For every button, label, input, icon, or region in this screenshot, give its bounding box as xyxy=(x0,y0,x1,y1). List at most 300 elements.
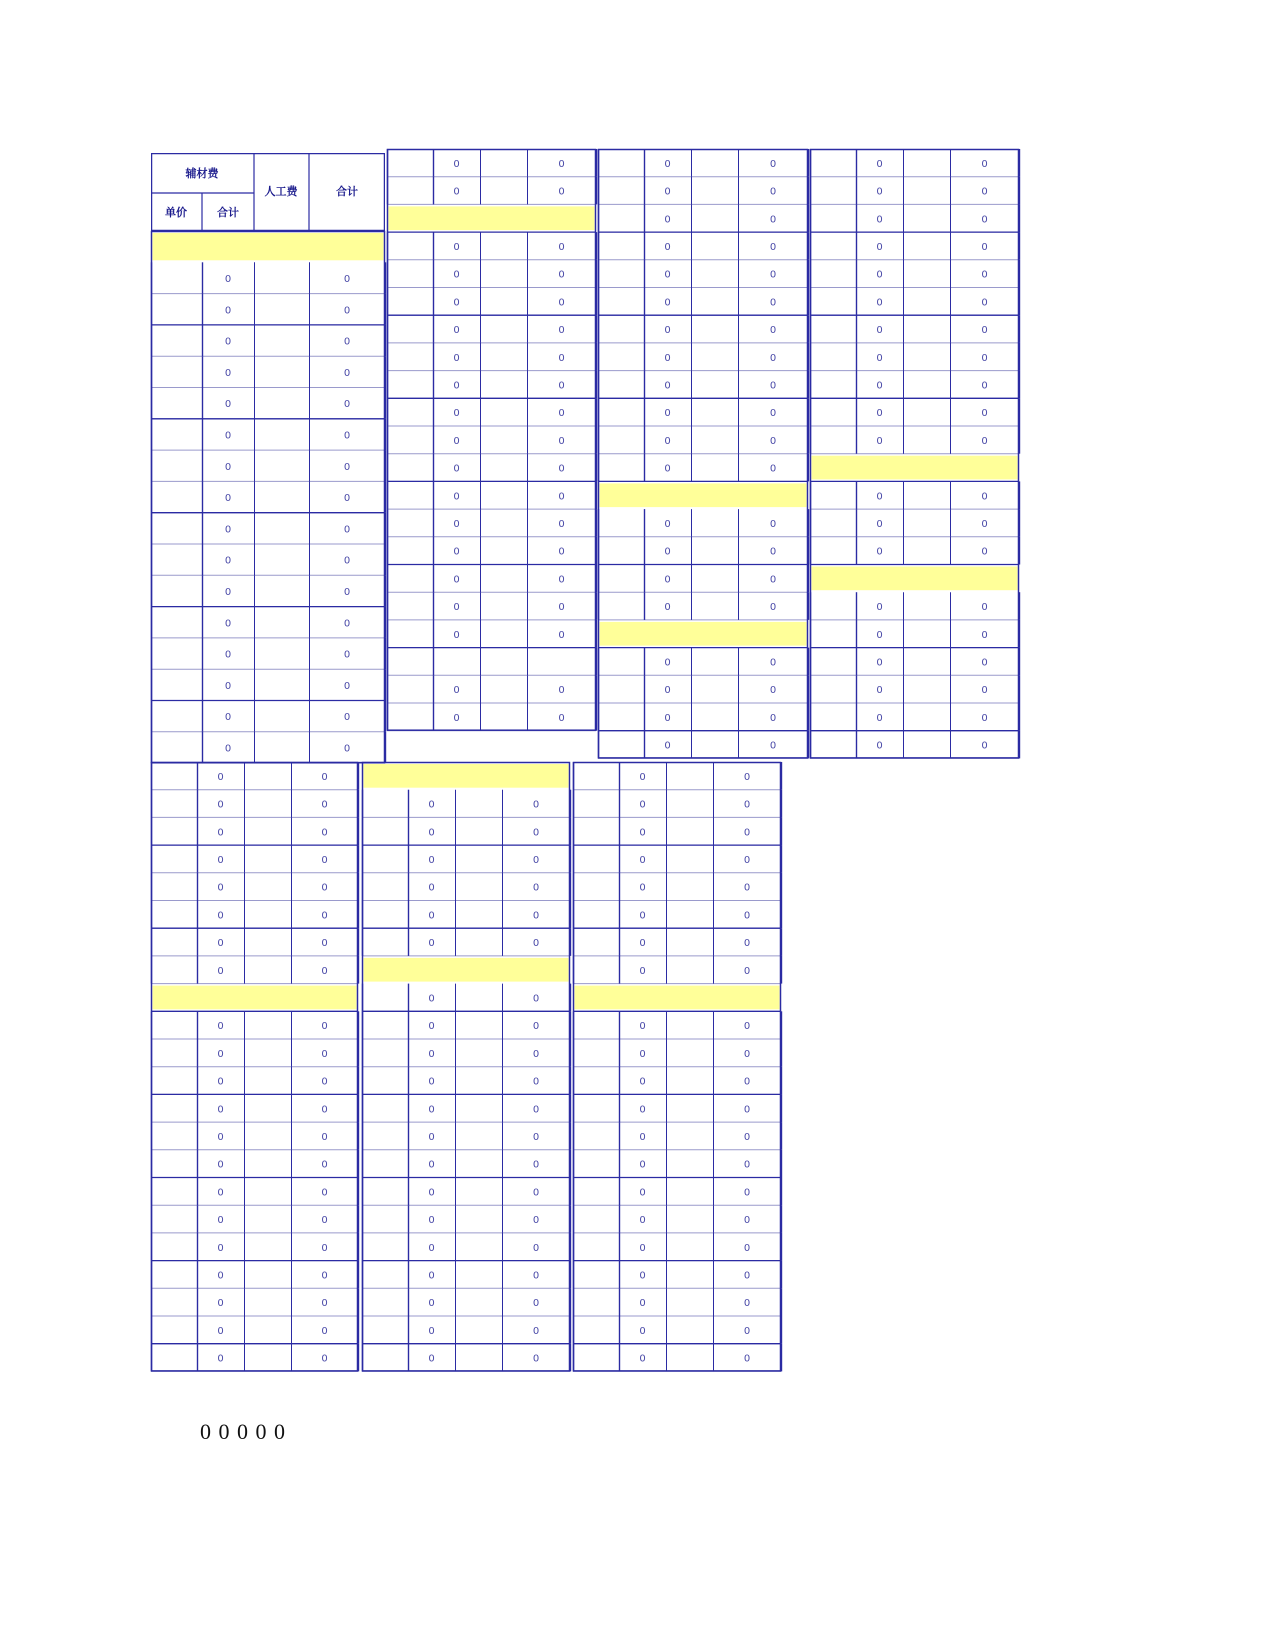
total-cell: 0 xyxy=(532,1021,540,1033)
total-cell: 0 xyxy=(769,574,777,586)
subtotal-cell: 0 xyxy=(664,712,671,724)
table-row xyxy=(151,901,359,929)
total-cell: 0 xyxy=(321,1048,328,1060)
subtotal-cell: 0 xyxy=(639,854,646,866)
subtotal-cell: 0 xyxy=(224,618,232,630)
subtotal-cell: 0 xyxy=(876,629,883,641)
table-row xyxy=(151,575,386,606)
table-row xyxy=(151,481,386,512)
table-row xyxy=(151,513,386,544)
subtotal-cell: 0 xyxy=(224,399,232,411)
table-row xyxy=(362,1178,571,1206)
total-cell: 0 xyxy=(558,518,565,530)
table-row xyxy=(151,762,359,790)
total-cell: 0 xyxy=(532,993,540,1005)
subtotal-cell: 0 xyxy=(639,1353,646,1365)
total-cell: 0 xyxy=(532,1215,540,1227)
table-row xyxy=(151,638,386,669)
subtotal-cell: 0 xyxy=(428,827,435,839)
total-cell: 0 xyxy=(321,910,328,922)
total-cell: 0 xyxy=(343,680,351,692)
total-cell: 0 xyxy=(321,1270,328,1282)
total-cell: 0 xyxy=(981,657,988,669)
subtotal-cell: 0 xyxy=(428,938,435,950)
total-cell: 0 xyxy=(981,380,988,392)
subtotal-cell: 0 xyxy=(664,408,671,420)
subtotal-cell: 0 xyxy=(217,1325,224,1337)
subtotal-cell: 0 xyxy=(639,1021,646,1033)
table-row xyxy=(810,509,1020,537)
total-cell: 0 xyxy=(321,854,328,866)
highlight-bar xyxy=(389,206,595,230)
table-row xyxy=(598,177,809,205)
subtotal-cell: 0 xyxy=(217,1298,224,1310)
table-row xyxy=(810,343,1020,371)
subtotal-cell: 0 xyxy=(664,241,671,253)
total-cell: 0 xyxy=(769,546,777,558)
total-cell: 0 xyxy=(321,771,328,783)
subtotal-cell: 0 xyxy=(876,297,883,309)
table-row xyxy=(598,398,809,426)
subtotal-cell: 0 xyxy=(428,1048,435,1060)
subtotal-cell: 0 xyxy=(876,325,883,337)
total-cell: 0 xyxy=(558,574,565,586)
table-panel-2 xyxy=(387,149,597,732)
subtotal-cell: 0 xyxy=(876,518,883,530)
table-row xyxy=(387,232,597,260)
subtotal-cell: 0 xyxy=(664,740,671,752)
subtotal-cell: 0 xyxy=(453,158,460,170)
table-row xyxy=(573,1261,782,1289)
table-row xyxy=(598,537,809,565)
table-grid xyxy=(362,762,571,1373)
subtotal-cell: 0 xyxy=(876,214,883,226)
table-row xyxy=(573,817,782,845)
subtotal-cell: 0 xyxy=(664,574,671,586)
table-row xyxy=(598,232,809,260)
subtotal-cell: 0 xyxy=(224,680,232,692)
subtotal-cell: 0 xyxy=(664,269,671,281)
subtotal-cell: 0 xyxy=(876,602,883,614)
table-row xyxy=(151,1344,359,1372)
section-highlight-row xyxy=(812,567,1018,591)
table-row xyxy=(387,315,597,343)
total-cell: 0 xyxy=(981,241,988,253)
table-row xyxy=(151,1094,359,1122)
subtotal-cell: 0 xyxy=(217,1242,224,1254)
total-cell: 0 xyxy=(532,1048,540,1060)
table-row xyxy=(810,177,1020,205)
table-row xyxy=(598,565,809,593)
subtotal-cell: 0 xyxy=(217,910,224,922)
subtotal-cell: 0 xyxy=(453,435,460,447)
table-row xyxy=(387,565,597,593)
table-row xyxy=(598,703,809,731)
table-row xyxy=(362,1094,571,1122)
table-row xyxy=(573,1178,782,1206)
table-row xyxy=(810,371,1020,399)
subtotal-cell: 0 xyxy=(217,882,224,894)
highlight-bar xyxy=(812,456,1018,480)
total-cell: 0 xyxy=(532,1159,540,1171)
total-cell: 0 xyxy=(743,1021,751,1033)
subtotal-cell: 0 xyxy=(217,771,224,783)
subtotal-cell: 0 xyxy=(639,771,646,783)
total-cell: 0 xyxy=(743,1353,751,1365)
total-cell: 0 xyxy=(321,1021,328,1033)
table-row xyxy=(387,177,597,205)
table-row xyxy=(151,1205,359,1233)
table-row xyxy=(151,419,386,450)
subtotal-cell: 0 xyxy=(217,854,224,866)
subtotal-cell: 0 xyxy=(664,214,671,226)
table-row xyxy=(573,1205,782,1233)
highlight-bar xyxy=(364,958,569,982)
table-row xyxy=(810,648,1020,676)
total-cell: 0 xyxy=(769,241,777,253)
subtotal-cell: 0 xyxy=(453,408,460,420)
total-cell: 0 xyxy=(981,352,988,364)
total-cell: 0 xyxy=(743,938,751,950)
subtotal-cell: 0 xyxy=(428,1021,435,1033)
total-cell: 0 xyxy=(769,380,777,392)
total-cell: 0 xyxy=(343,430,351,442)
table-row xyxy=(151,790,359,818)
total-cell: 0 xyxy=(532,1270,540,1282)
subtotal-cell: 0 xyxy=(224,524,232,536)
table-row xyxy=(810,620,1020,648)
total-cell: 0 xyxy=(343,336,351,348)
total-cell: 0 xyxy=(743,1298,751,1310)
section-highlight-row xyxy=(600,483,807,507)
total-cell: 0 xyxy=(769,325,777,337)
total-cell: 0 xyxy=(321,1104,328,1116)
total-cell: 0 xyxy=(343,524,351,536)
table-row xyxy=(573,1316,782,1344)
table-row xyxy=(573,1039,782,1067)
total-cell: 0 xyxy=(981,158,988,170)
subtotal-cell: 0 xyxy=(639,1270,646,1282)
subtotal-cell: 0 xyxy=(639,1104,646,1116)
total-cell: 0 xyxy=(769,602,777,614)
table-panel-3 xyxy=(598,149,809,760)
subtotal-cell: 0 xyxy=(453,269,460,281)
subtotal-cell: 0 xyxy=(453,712,460,724)
subtotal-cell: 0 xyxy=(664,685,671,697)
table-row xyxy=(362,1122,571,1150)
table-row xyxy=(387,398,597,426)
total-cell: 0 xyxy=(981,602,988,614)
subtotal-cell: 0 xyxy=(664,463,671,475)
table-row xyxy=(151,817,359,845)
table-row xyxy=(362,1261,571,1289)
table-panel-1 xyxy=(151,231,386,765)
highlight-bar xyxy=(153,233,384,260)
subtotal-cell: 0 xyxy=(639,1048,646,1060)
section-highlight-row xyxy=(153,233,384,260)
section-highlight-row xyxy=(389,206,595,230)
subtotal-cell: 0 xyxy=(639,1325,646,1337)
table-row xyxy=(362,1067,571,1095)
table-row xyxy=(151,701,386,732)
table-row xyxy=(362,1288,571,1316)
total-cell: 0 xyxy=(743,771,751,783)
total-cell: 0 xyxy=(981,297,988,309)
total-cell: 0 xyxy=(532,854,540,866)
total-cell: 0 xyxy=(532,1325,540,1337)
table-grid xyxy=(810,149,1020,760)
subtotal-cell: 0 xyxy=(428,1187,435,1199)
table-row xyxy=(598,731,809,759)
table-row xyxy=(387,149,597,177)
subtotal-cell: 0 xyxy=(876,158,883,170)
total-cell: 0 xyxy=(558,602,565,614)
total-cell: 0 xyxy=(743,1270,751,1282)
total-cell: 0 xyxy=(743,882,751,894)
subtotal-cell: 0 xyxy=(876,269,883,281)
subtotal-cell: 0 xyxy=(639,1242,646,1254)
table-row xyxy=(151,1233,359,1261)
subtotal-cell: 0 xyxy=(453,352,460,364)
subtotal-cell: 0 xyxy=(428,1353,435,1365)
total-cell: 0 xyxy=(558,491,565,503)
subtotal-cell: 0 xyxy=(217,1048,224,1060)
total-cell: 0 xyxy=(558,297,565,309)
total-cell: 0 xyxy=(558,685,565,697)
total-cell: 0 xyxy=(321,938,328,950)
highlight-bar xyxy=(812,567,1018,591)
table-row xyxy=(810,315,1020,343)
table-row xyxy=(151,1178,359,1206)
section-highlight-row xyxy=(600,622,807,646)
total-cell: 0 xyxy=(558,629,565,641)
subtotal-cell: 0 xyxy=(453,518,460,530)
total-cell: 0 xyxy=(343,743,351,755)
total-cell: 0 xyxy=(343,712,351,724)
subtotal-cell: 0 xyxy=(664,435,671,447)
total-cell: 0 xyxy=(769,685,777,697)
subtotal-cell: 0 xyxy=(224,461,232,473)
table-row xyxy=(151,325,386,356)
subtotal-cell: 0 xyxy=(453,241,460,253)
total-cell: 0 xyxy=(558,408,565,420)
subtotal-cell: 0 xyxy=(453,463,460,475)
table-row xyxy=(362,1011,571,1039)
subtotal-cell: 0 xyxy=(217,1353,224,1365)
table-row xyxy=(573,1150,782,1178)
subtotal-cell: 0 xyxy=(428,854,435,866)
table-row xyxy=(362,1233,571,1261)
table-row xyxy=(362,901,571,929)
subtotal-cell: 0 xyxy=(876,408,883,420)
total-cell: 0 xyxy=(321,1242,328,1254)
table-row xyxy=(810,260,1020,288)
subtotal-cell: 0 xyxy=(639,827,646,839)
table-row xyxy=(151,1288,359,1316)
subtotal-cell: 0 xyxy=(224,430,232,442)
total-cell: 0 xyxy=(321,827,328,839)
table-row xyxy=(573,873,782,901)
total-cell: 0 xyxy=(769,408,777,420)
total-cell: 0 xyxy=(321,1159,328,1171)
subtotal-cell: 0 xyxy=(428,910,435,922)
subtotal-cell: 0 xyxy=(224,305,232,317)
subtotal-cell: 0 xyxy=(217,827,224,839)
section-highlight-row xyxy=(364,764,569,788)
table-row xyxy=(598,675,809,703)
subtotal-cell: 0 xyxy=(876,352,883,364)
total-cell: 0 xyxy=(321,1353,328,1365)
table-row xyxy=(151,1122,359,1150)
table-panel-6 xyxy=(362,762,571,1373)
subtotal-cell: 0 xyxy=(639,938,646,950)
table-row xyxy=(387,675,597,703)
subtotal-cell: 0 xyxy=(428,882,435,894)
subtotal-cell: 0 xyxy=(453,297,460,309)
table-panel-5 xyxy=(151,762,359,1373)
total-cell: 0 xyxy=(558,186,565,198)
total-cell: 0 xyxy=(321,1325,328,1337)
total-cell: 0 xyxy=(321,1076,328,1088)
subtotal-cell: 0 xyxy=(639,1131,646,1143)
total-cell: 0 xyxy=(321,1187,328,1199)
total-cell: 0 xyxy=(343,493,351,505)
table-header xyxy=(151,153,385,231)
table-row xyxy=(598,288,809,316)
subtotal-cell: 0 xyxy=(639,1076,646,1088)
subtotal-cell: 0 xyxy=(664,546,671,558)
subtotal-cell: 0 xyxy=(876,712,883,724)
subtotal-cell: 0 xyxy=(453,186,460,198)
total-cell: 0 xyxy=(321,1298,328,1310)
table-row xyxy=(387,371,597,399)
total-cell: 0 xyxy=(343,273,351,285)
total-cell: 0 xyxy=(769,657,777,669)
table-row xyxy=(598,371,809,399)
subtotal-cell: 0 xyxy=(453,546,460,558)
subtotal-cell: 0 xyxy=(876,241,883,253)
subtotal-cell: 0 xyxy=(428,1131,435,1143)
subtotal-cell: 0 xyxy=(639,1187,646,1199)
total-cell: 0 xyxy=(343,461,351,473)
table-row xyxy=(573,1122,782,1150)
total-cell: 0 xyxy=(558,463,565,475)
section-highlight-row xyxy=(364,958,569,982)
total-cell: 0 xyxy=(532,1076,540,1088)
subtotal-cell: 0 xyxy=(639,965,646,977)
total-cell: 0 xyxy=(743,854,751,866)
total-cell: 0 xyxy=(321,1131,328,1143)
subtotal-cell: 0 xyxy=(224,743,232,755)
table-row xyxy=(810,592,1020,620)
table-row xyxy=(598,509,809,537)
table-row xyxy=(598,648,809,676)
table-row xyxy=(362,845,571,873)
subtotal-cell: 0 xyxy=(876,740,883,752)
subtotal-cell: 0 xyxy=(224,273,232,285)
total-cell: 0 xyxy=(981,325,988,337)
total-cell: 0 xyxy=(743,1159,751,1171)
table-row xyxy=(151,1261,359,1289)
table-row xyxy=(573,956,782,984)
table-row xyxy=(151,607,386,638)
total-cell: 0 xyxy=(343,586,351,598)
table-row xyxy=(810,537,1020,565)
total-cell: 0 xyxy=(743,1048,751,1060)
table-row xyxy=(573,901,782,929)
table-row xyxy=(598,426,809,454)
subtotal-cell: 0 xyxy=(428,1215,435,1227)
total-cell: 0 xyxy=(558,546,565,558)
total-cell: 0 xyxy=(981,435,988,447)
total-cell: 0 xyxy=(321,799,328,811)
table-row xyxy=(810,232,1020,260)
table-row xyxy=(573,762,782,790)
subtotal-cell: 0 xyxy=(217,799,224,811)
total-cell: 0 xyxy=(532,1242,540,1254)
subtotal-cell: 0 xyxy=(428,1159,435,1171)
subtotal-cell: 0 xyxy=(217,1270,224,1282)
table-row xyxy=(810,149,1020,177)
subtotal-cell: 0 xyxy=(453,629,460,641)
total-cell: 0 xyxy=(769,186,777,198)
subtotal-cell: 0 xyxy=(664,325,671,337)
total-cell: 0 xyxy=(743,1242,751,1254)
total-cell: 0 xyxy=(981,491,988,503)
total-cell: 0 xyxy=(558,435,565,447)
table-row xyxy=(598,315,809,343)
table-row xyxy=(387,620,597,648)
total-cell: 0 xyxy=(769,269,777,281)
subtotal-cell: 0 xyxy=(639,1298,646,1310)
table-row xyxy=(810,731,1020,759)
total-cell: 0 xyxy=(981,408,988,420)
subtotal-cell: 0 xyxy=(428,1076,435,1088)
total-cell: 0 xyxy=(558,241,565,253)
subtotal-cell: 0 xyxy=(876,546,883,558)
total-cell: 0 xyxy=(981,214,988,226)
highlight-bar xyxy=(364,764,569,788)
table-row xyxy=(810,398,1020,426)
total-cell: 0 xyxy=(343,618,351,630)
table-row xyxy=(387,537,597,565)
subtotal-cell: 0 xyxy=(217,1076,224,1088)
subtotal-cell: 0 xyxy=(639,799,646,811)
subtotal-cell: 0 xyxy=(664,352,671,364)
subtotal-cell: 0 xyxy=(224,712,232,724)
subtotal-cell: 0 xyxy=(217,1104,224,1116)
subtotal-cell: 0 xyxy=(876,657,883,669)
table-row xyxy=(573,1011,782,1039)
total-cell: 0 xyxy=(532,1298,540,1310)
table-row xyxy=(573,1094,782,1122)
total-cell: 0 xyxy=(343,305,351,317)
total-cell: 0 xyxy=(532,1131,540,1143)
table-row xyxy=(810,288,1020,316)
subtotal-cell: 0 xyxy=(224,367,232,379)
total-cell: 0 xyxy=(558,712,565,724)
table-row xyxy=(387,509,597,537)
subtotal-cell: 0 xyxy=(224,555,232,567)
table-row xyxy=(573,1288,782,1316)
total-cell: 0 xyxy=(769,740,777,752)
total-cell: 0 xyxy=(769,463,777,475)
total-cell: 0 xyxy=(343,399,351,411)
subtotal-cell: 0 xyxy=(876,685,883,697)
section-highlight-row xyxy=(153,986,357,1010)
table-row xyxy=(810,675,1020,703)
table-row xyxy=(598,260,809,288)
